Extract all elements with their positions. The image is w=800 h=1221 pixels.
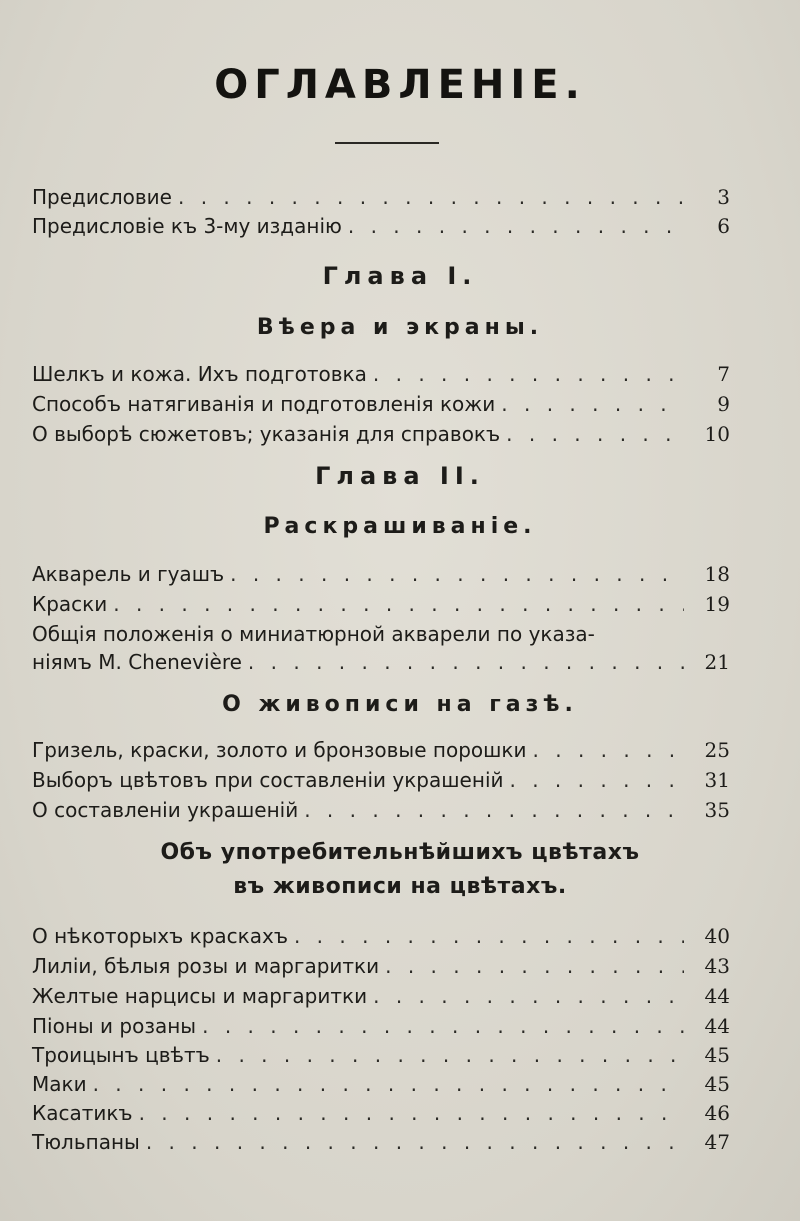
toc-entry[interactable] bbox=[32, 798, 730, 826]
toc-entry-label: Касатикъ bbox=[32, 1101, 133, 1125]
toc-entry[interactable] bbox=[32, 562, 730, 590]
toc-entry-label: Маки bbox=[32, 1072, 87, 1096]
leader-dots bbox=[533, 738, 684, 762]
toc-entry[interactable] bbox=[32, 954, 730, 982]
leader-dots bbox=[348, 214, 684, 238]
toc-entry-page: 47 bbox=[704, 1130, 730, 1154]
toc-entry-page: 9 bbox=[717, 392, 730, 416]
toc-entry[interactable] bbox=[32, 422, 730, 450]
toc-entry-label: Лилiи, бѣлыя розы и маргаритки bbox=[32, 954, 380, 978]
toc-entry-label: О выборѣ сюжетовъ; указанiя для справокъ bbox=[32, 422, 501, 446]
chapter-heading: Глава II. bbox=[315, 462, 485, 490]
leader-dots bbox=[113, 592, 684, 616]
toc-entry-page: 45 bbox=[704, 1043, 730, 1067]
toc-entry-label: Способъ натягиванiя и подготовленiя кожи bbox=[32, 392, 496, 416]
toc-entry-page: 6 bbox=[717, 214, 730, 238]
leader-dots bbox=[373, 984, 684, 1008]
chapter-heading: Глава I. bbox=[322, 262, 478, 290]
toc-entry[interactable] bbox=[32, 984, 730, 1012]
title-rule bbox=[335, 142, 439, 144]
leader-dots bbox=[294, 924, 684, 948]
toc-entry[interactable] bbox=[32, 738, 730, 766]
leader-dots bbox=[510, 768, 685, 792]
toc-entry-label: О составленiи украшенiй bbox=[32, 798, 299, 822]
section-heading: въ живописи на цвѣтахъ. bbox=[233, 874, 567, 899]
toc-entry-page: 21 bbox=[704, 650, 730, 674]
toc-entry[interactable] bbox=[32, 185, 730, 213]
toc-entry-page: 7 bbox=[717, 362, 730, 386]
toc-entry-line[interactable]: Общiя положенiя о миниатюрной акварели по указа- bbox=[32, 622, 595, 646]
toc-entry[interactable] bbox=[32, 392, 730, 420]
toc-entry-page: 25 bbox=[704, 738, 730, 762]
toc-entry[interactable] bbox=[32, 214, 730, 242]
toc-entry[interactable] bbox=[32, 1072, 730, 1100]
toc-entry-page: 40 bbox=[704, 924, 730, 948]
toc-entry-label: Желтые нарцисы и маргаритки bbox=[32, 984, 368, 1008]
page-title: ОГЛАВЛЕНIЕ. bbox=[214, 62, 586, 108]
toc-entry-page: 18 bbox=[704, 562, 730, 586]
toc-entry-label: Предисловие bbox=[32, 185, 172, 209]
leader-dots bbox=[93, 1072, 684, 1096]
toc-entry-page: 35 bbox=[704, 798, 730, 822]
section-heading: Объ употребительнѣйшихъ цвѣтахъ bbox=[160, 840, 640, 865]
leader-dots bbox=[248, 650, 684, 674]
leader-dots bbox=[506, 422, 684, 446]
toc-entry[interactable] bbox=[32, 768, 730, 796]
toc-entry[interactable] bbox=[32, 362, 730, 390]
toc-entry[interactable] bbox=[32, 650, 730, 678]
toc-entry-page: 3 bbox=[717, 185, 730, 209]
leader-dots bbox=[178, 185, 684, 209]
toc-entry-label: Предисловie къ 3-му изданiю bbox=[32, 214, 342, 238]
section-heading: О живописи на газѣ. bbox=[222, 692, 578, 717]
leader-dots bbox=[385, 954, 684, 978]
section-heading: Вѣера и экраны. bbox=[256, 315, 544, 340]
toc-entry-page: 45 bbox=[704, 1072, 730, 1096]
leader-dots bbox=[230, 562, 684, 586]
toc-entry-label: Краски bbox=[32, 592, 108, 616]
toc-entry-page: 44 bbox=[704, 984, 730, 1008]
toc-entry-label: О нѣкоторыхъ краскахъ bbox=[32, 924, 288, 948]
leader-dots bbox=[216, 1043, 684, 1067]
toc-entry-page: 44 bbox=[704, 1014, 730, 1038]
leader-dots bbox=[146, 1130, 684, 1154]
toc-entry[interactable] bbox=[32, 924, 730, 952]
toc-entry-label: Акварель и гуашъ bbox=[32, 562, 225, 586]
leader-dots bbox=[139, 1101, 684, 1125]
toc-entry[interactable] bbox=[32, 592, 730, 620]
toc-entry-label: Шелкъ и кожа. Ихъ подготовка bbox=[32, 362, 367, 386]
toc-entry-page: 46 bbox=[704, 1101, 730, 1125]
leader-dots bbox=[373, 362, 684, 386]
toc-entry[interactable] bbox=[32, 1014, 730, 1042]
toc-entry-label: Пiоны и розаны bbox=[32, 1014, 197, 1038]
toc-entry-page: 19 bbox=[704, 592, 730, 616]
toc-entry-page: 10 bbox=[704, 422, 730, 446]
leader-dots bbox=[304, 798, 684, 822]
toc-entry-label: Троицынъ цвѣтъ bbox=[32, 1043, 210, 1067]
toc-entry-page: 43 bbox=[704, 954, 730, 978]
toc-entry-page: 31 bbox=[704, 768, 730, 792]
toc-entry[interactable] bbox=[32, 1101, 730, 1129]
toc-entry-label: Тюльпаны bbox=[32, 1130, 140, 1154]
toc-entry-label: нiямъ M. Chenevière bbox=[32, 650, 242, 674]
leader-dots bbox=[202, 1014, 684, 1038]
section-heading: Раскрашиванiе. bbox=[263, 514, 537, 539]
toc-entry-label: Гризель, краски, золото и бронзовые порошки bbox=[32, 738, 527, 762]
toc-entry[interactable] bbox=[32, 1130, 730, 1158]
leader-dots bbox=[501, 392, 684, 416]
toc-entry-label: Выборъ цвѣтовъ при составленiи украшенiй bbox=[32, 768, 504, 792]
toc-entry[interactable] bbox=[32, 1043, 730, 1071]
